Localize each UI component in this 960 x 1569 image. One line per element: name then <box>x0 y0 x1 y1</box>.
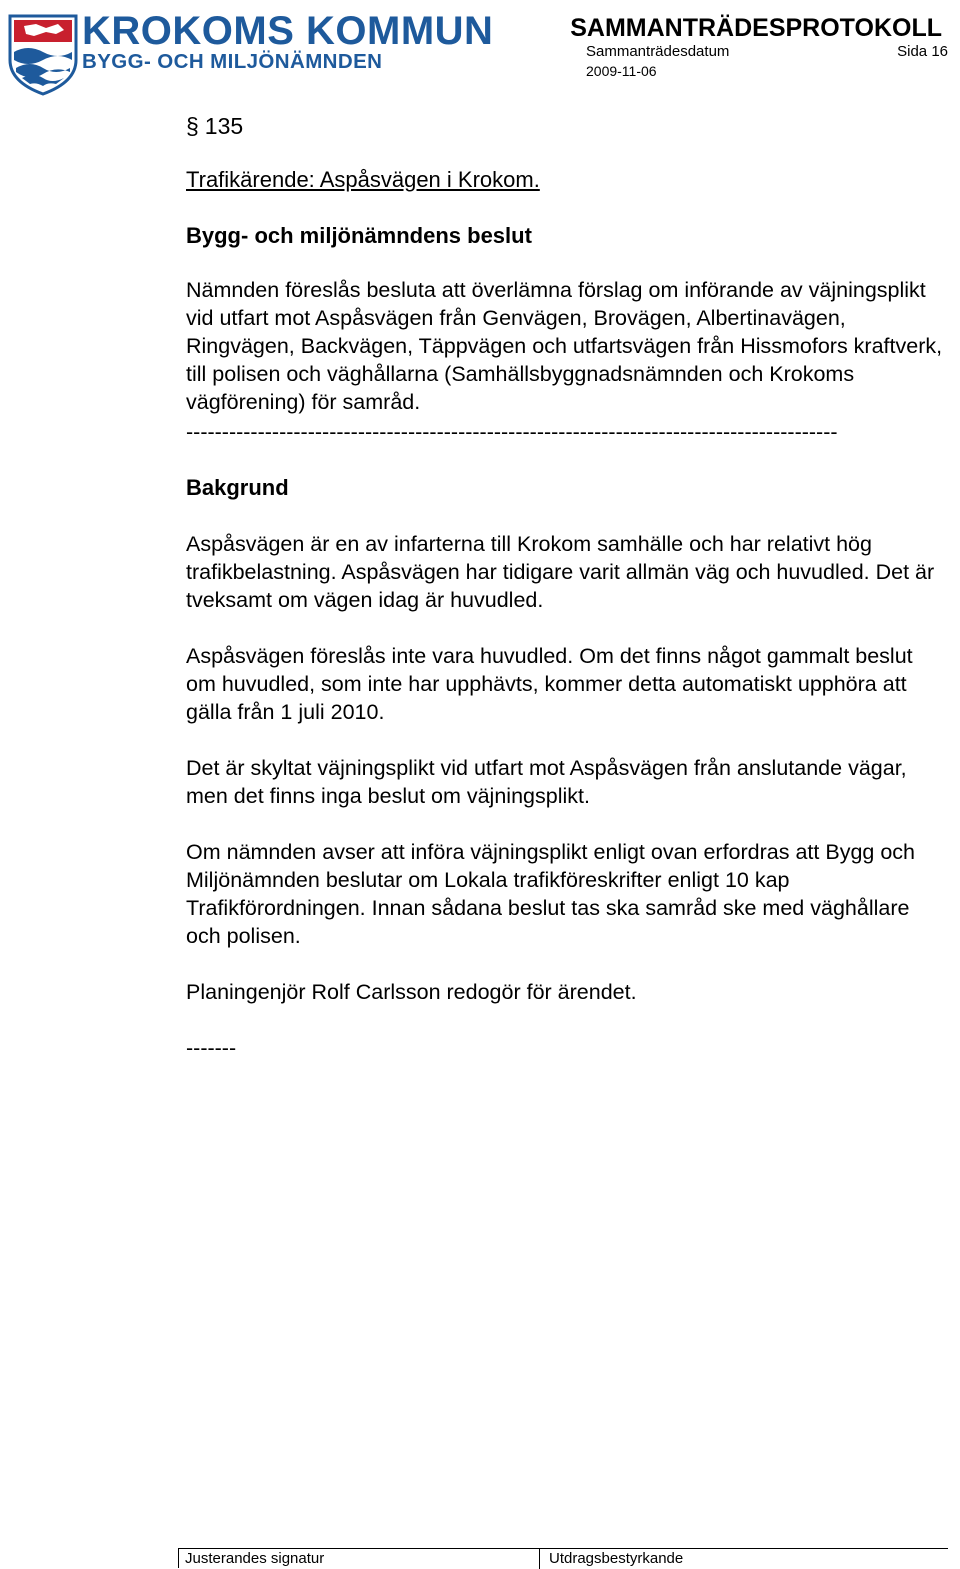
signature-label: Justerandes signatur <box>185 1550 325 1567</box>
meeting-date-label: Sammanträdesdatum <box>586 43 730 60</box>
background-paragraph: Om nämnden avser att införa väjningsplikt enligt ovan erfordras att Bygg och Miljönämnden beslutar om Lokala trafikföreskrifter enligt 10 kap Trafikförordningen. Innan sådana beslut tas ska samråd ske med väghållare och polisen. <box>186 840 915 948</box>
background-paragraph: Aspåsvägen föreslås inte vara huvudled. Om det finns något gammalt beslut om huvudled, som inte har upphävts, kommer detta automatiskt upphöra att gälla från 1 juli 2010. <box>186 644 913 724</box>
org-subtitle: BYGG- OCH MILJÖNÄMNDEN <box>82 50 383 73</box>
footer <box>178 1548 948 1568</box>
background-paragraph: Det är skyltat väjningsplikt vid utfart mot Aspåsvägen från anslutande vägar, men det finns inga beslut om väjningsplikt. <box>186 756 907 808</box>
document-type: SAMMANTRÄDESPROTOKOLL <box>570 14 942 42</box>
background-paragraph: Aspåsvägen är en av infarterna till Krokom samhälle och har relativt hög trafikbelastning. Aspåsvägen har tidigare varit allmän väg och huvudled. Det är tveksamt om vägen idag är huvudled. <box>186 532 935 612</box>
document-body <box>186 112 946 1062</box>
section-symbol: § <box>186 113 199 139</box>
background-heading: Bakgrund <box>186 475 289 500</box>
background-paragraph: Planingenjör Rolf Carlsson redogör för ärendet. <box>186 980 637 1004</box>
meeting-date: 2009-11-06 <box>586 63 657 79</box>
extract-certification-label: Utdragsbestyrkande <box>549 1550 684 1567</box>
decision-heading: Bygg- och miljönämndens beslut <box>186 223 532 248</box>
section-number <box>186 112 946 146</box>
page-number: Sida 16 <box>897 43 948 60</box>
org-name: KROKOMS KOMMUN <box>82 9 494 53</box>
footer-divider <box>539 1549 540 1569</box>
case-title: Trafikärende: Aspåsvägen i Krokom. <box>186 167 540 192</box>
section-number-value: 135 <box>204 113 244 139</box>
end-marker: ------- <box>186 1036 237 1060</box>
decision-text: Nämnden föreslås besluta att överlämna förslag om införande av väjningsplikt vid utfart mot Aspåsvägen från Genvägen, Brovägen, Albertinavägen, Ringvägen, Backvägen, Täppvägen och utfartsvägen från Hissmofors kraftverk, till polisen och väghållarna (Samhällsbyggnadsnämnden och Krokoms vägförening) för samråd. <box>186 278 943 414</box>
municipal-coat-of-arms-icon <box>6 12 80 96</box>
separator-line: ------------------------------------------------------------------------------------------- <box>186 420 838 444</box>
